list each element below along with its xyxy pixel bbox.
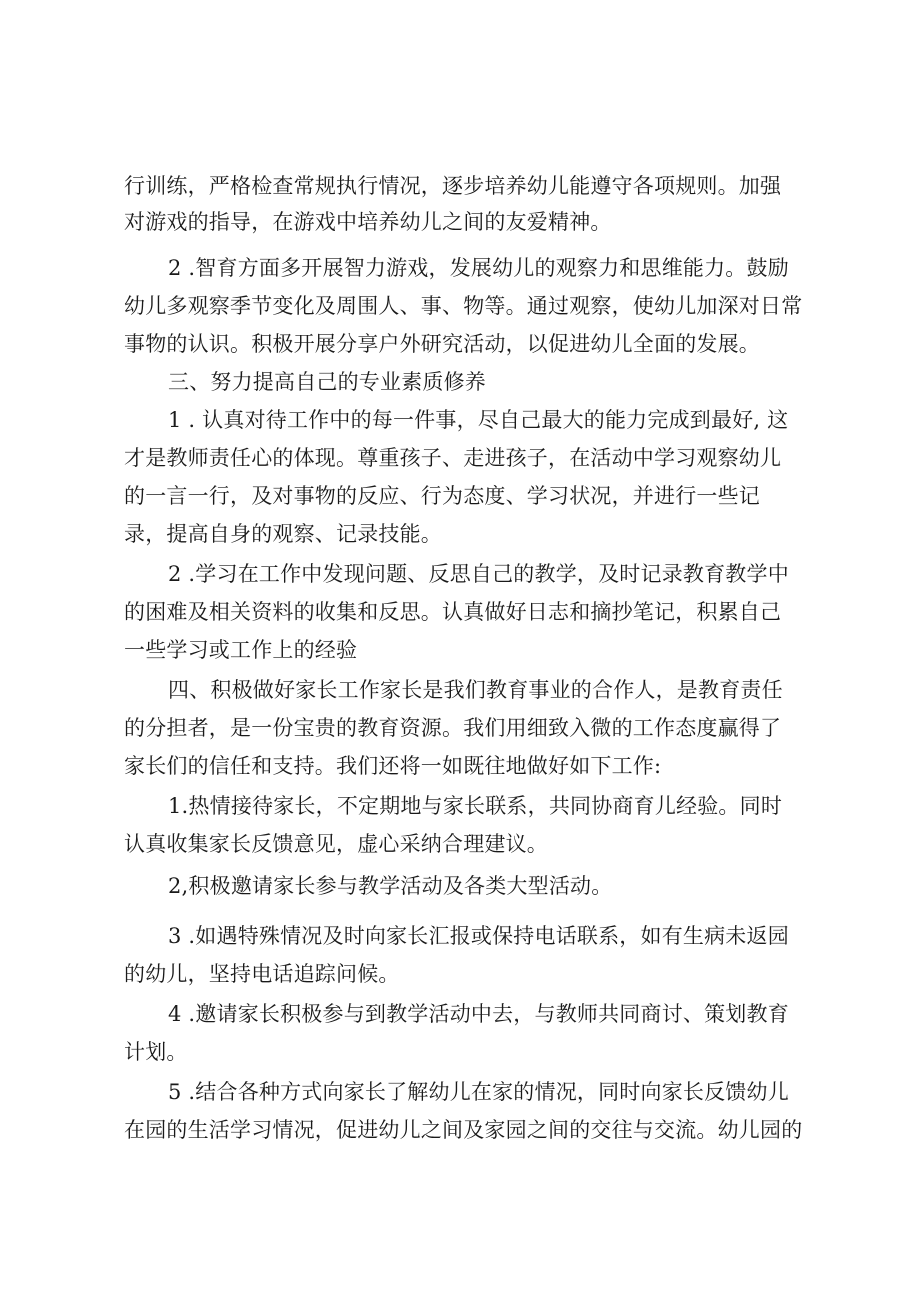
text-line xyxy=(0,402,920,438)
text-line-content: 的困难及相关资料的收集和反思。认真做好日志和摘抄笔记，积累自己 xyxy=(124,600,782,624)
text-line xyxy=(0,556,920,592)
text-line xyxy=(0,826,920,862)
text-line xyxy=(0,250,920,286)
text-line-content: 的幼儿，坚持电话追踪问候。 xyxy=(124,962,400,986)
text-line-content: 2,积极邀请家长参与教学活动及各类大型活动。 xyxy=(168,874,613,898)
text-line-content: 录，提高自身的观察、记录技能。 xyxy=(124,522,442,546)
text-line-content: 认真收集家长反馈意见，虚心采纳合理建议。 xyxy=(124,832,548,856)
text-line-content: 5 .结合各种方式向家长了解幼儿在家的情况，同时向家长反馈幼儿 xyxy=(168,1080,789,1104)
text-line-content: 幼儿多观察季节变化及周围人、事、物等。通过观察，使幼儿加深对日常 xyxy=(124,294,803,318)
text-line xyxy=(0,1112,920,1148)
text-line-content: 3 .如遇特殊情况及时向家长汇报或保持电话联系，如有生病未返园 xyxy=(168,924,789,948)
text-line xyxy=(0,1074,920,1110)
text-line-content: 对游戏的指导，在游戏中培养幼儿之间的友爱精神。 xyxy=(124,210,612,234)
text-line-content: 家长们的信任和支持。我们还将一如既往地做好如下工作: xyxy=(124,754,662,778)
text-line xyxy=(0,788,920,824)
text-line xyxy=(0,288,920,324)
text-line xyxy=(0,996,920,1032)
text-line xyxy=(0,594,920,630)
text-line xyxy=(0,748,920,784)
text-line-content: 计划。 xyxy=(124,1040,188,1064)
text-line-content: 的一言一行，及对事物的反应、行为态度、学习状况，并进行一些记 xyxy=(124,484,760,508)
text-line xyxy=(0,326,920,362)
text-line xyxy=(0,478,920,514)
text-line-content: 4 .邀请家长积极参与到教学活动中去，与教师共同商讨、策划教育 xyxy=(168,1002,789,1026)
text-line xyxy=(0,440,920,476)
text-line-content: 事物的认识。积极开展分享户外研究活动，以促进幼儿全面的发展。 xyxy=(124,332,760,356)
text-line xyxy=(0,364,920,400)
text-line xyxy=(0,956,920,992)
text-line-content: 在园的生活学习情况，促进幼儿之间及家园之间的交往与交流。幼儿园的 xyxy=(124,1118,803,1142)
text-line-content: 1 . 认真对待工作中的每一件事，尽自己最大的能力完成到最好, 这 xyxy=(168,408,789,432)
text-line-content: 四、积极做好家长工作家长是我们教育事业的合作人，是教育责任 xyxy=(168,678,783,702)
text-line xyxy=(0,868,920,904)
text-line xyxy=(0,204,920,240)
text-line-content: 行训练，严格检查常规执行情况，逐步培养幼儿能遵守各项规则。加强 xyxy=(124,174,782,198)
text-line-content: 一些学习或工作上的经验 xyxy=(124,638,358,662)
text-line-content: 1.热情接待家长，不定期地与家长联系，共同协商育儿经验。同时 xyxy=(168,794,783,818)
text-line xyxy=(0,710,920,746)
text-line-content: 2 .学习在工作中发现问题、反思自己的教学，及时记录教育教学中 xyxy=(168,562,789,586)
text-line xyxy=(0,918,920,954)
text-line-content: 2 .智育方面多开展智力游戏，发展幼儿的观察力和思维能力。鼓励 xyxy=(168,256,789,280)
text-line-content: 才是教师责任心的体现。尊重孩子、走进孩子，在活动中学习观察幼儿 xyxy=(124,446,782,470)
text-line xyxy=(0,632,920,668)
text-line-content: 三、努力提高自己的专业素质修养 xyxy=(168,370,486,394)
text-line-content: 的分担者，是一份宝贵的教育资源。我们用细致入微的工作态度赢得了 xyxy=(124,716,782,740)
text-line xyxy=(0,168,920,204)
text-line xyxy=(0,672,920,708)
text-line xyxy=(0,516,920,552)
text-line xyxy=(0,1034,920,1070)
